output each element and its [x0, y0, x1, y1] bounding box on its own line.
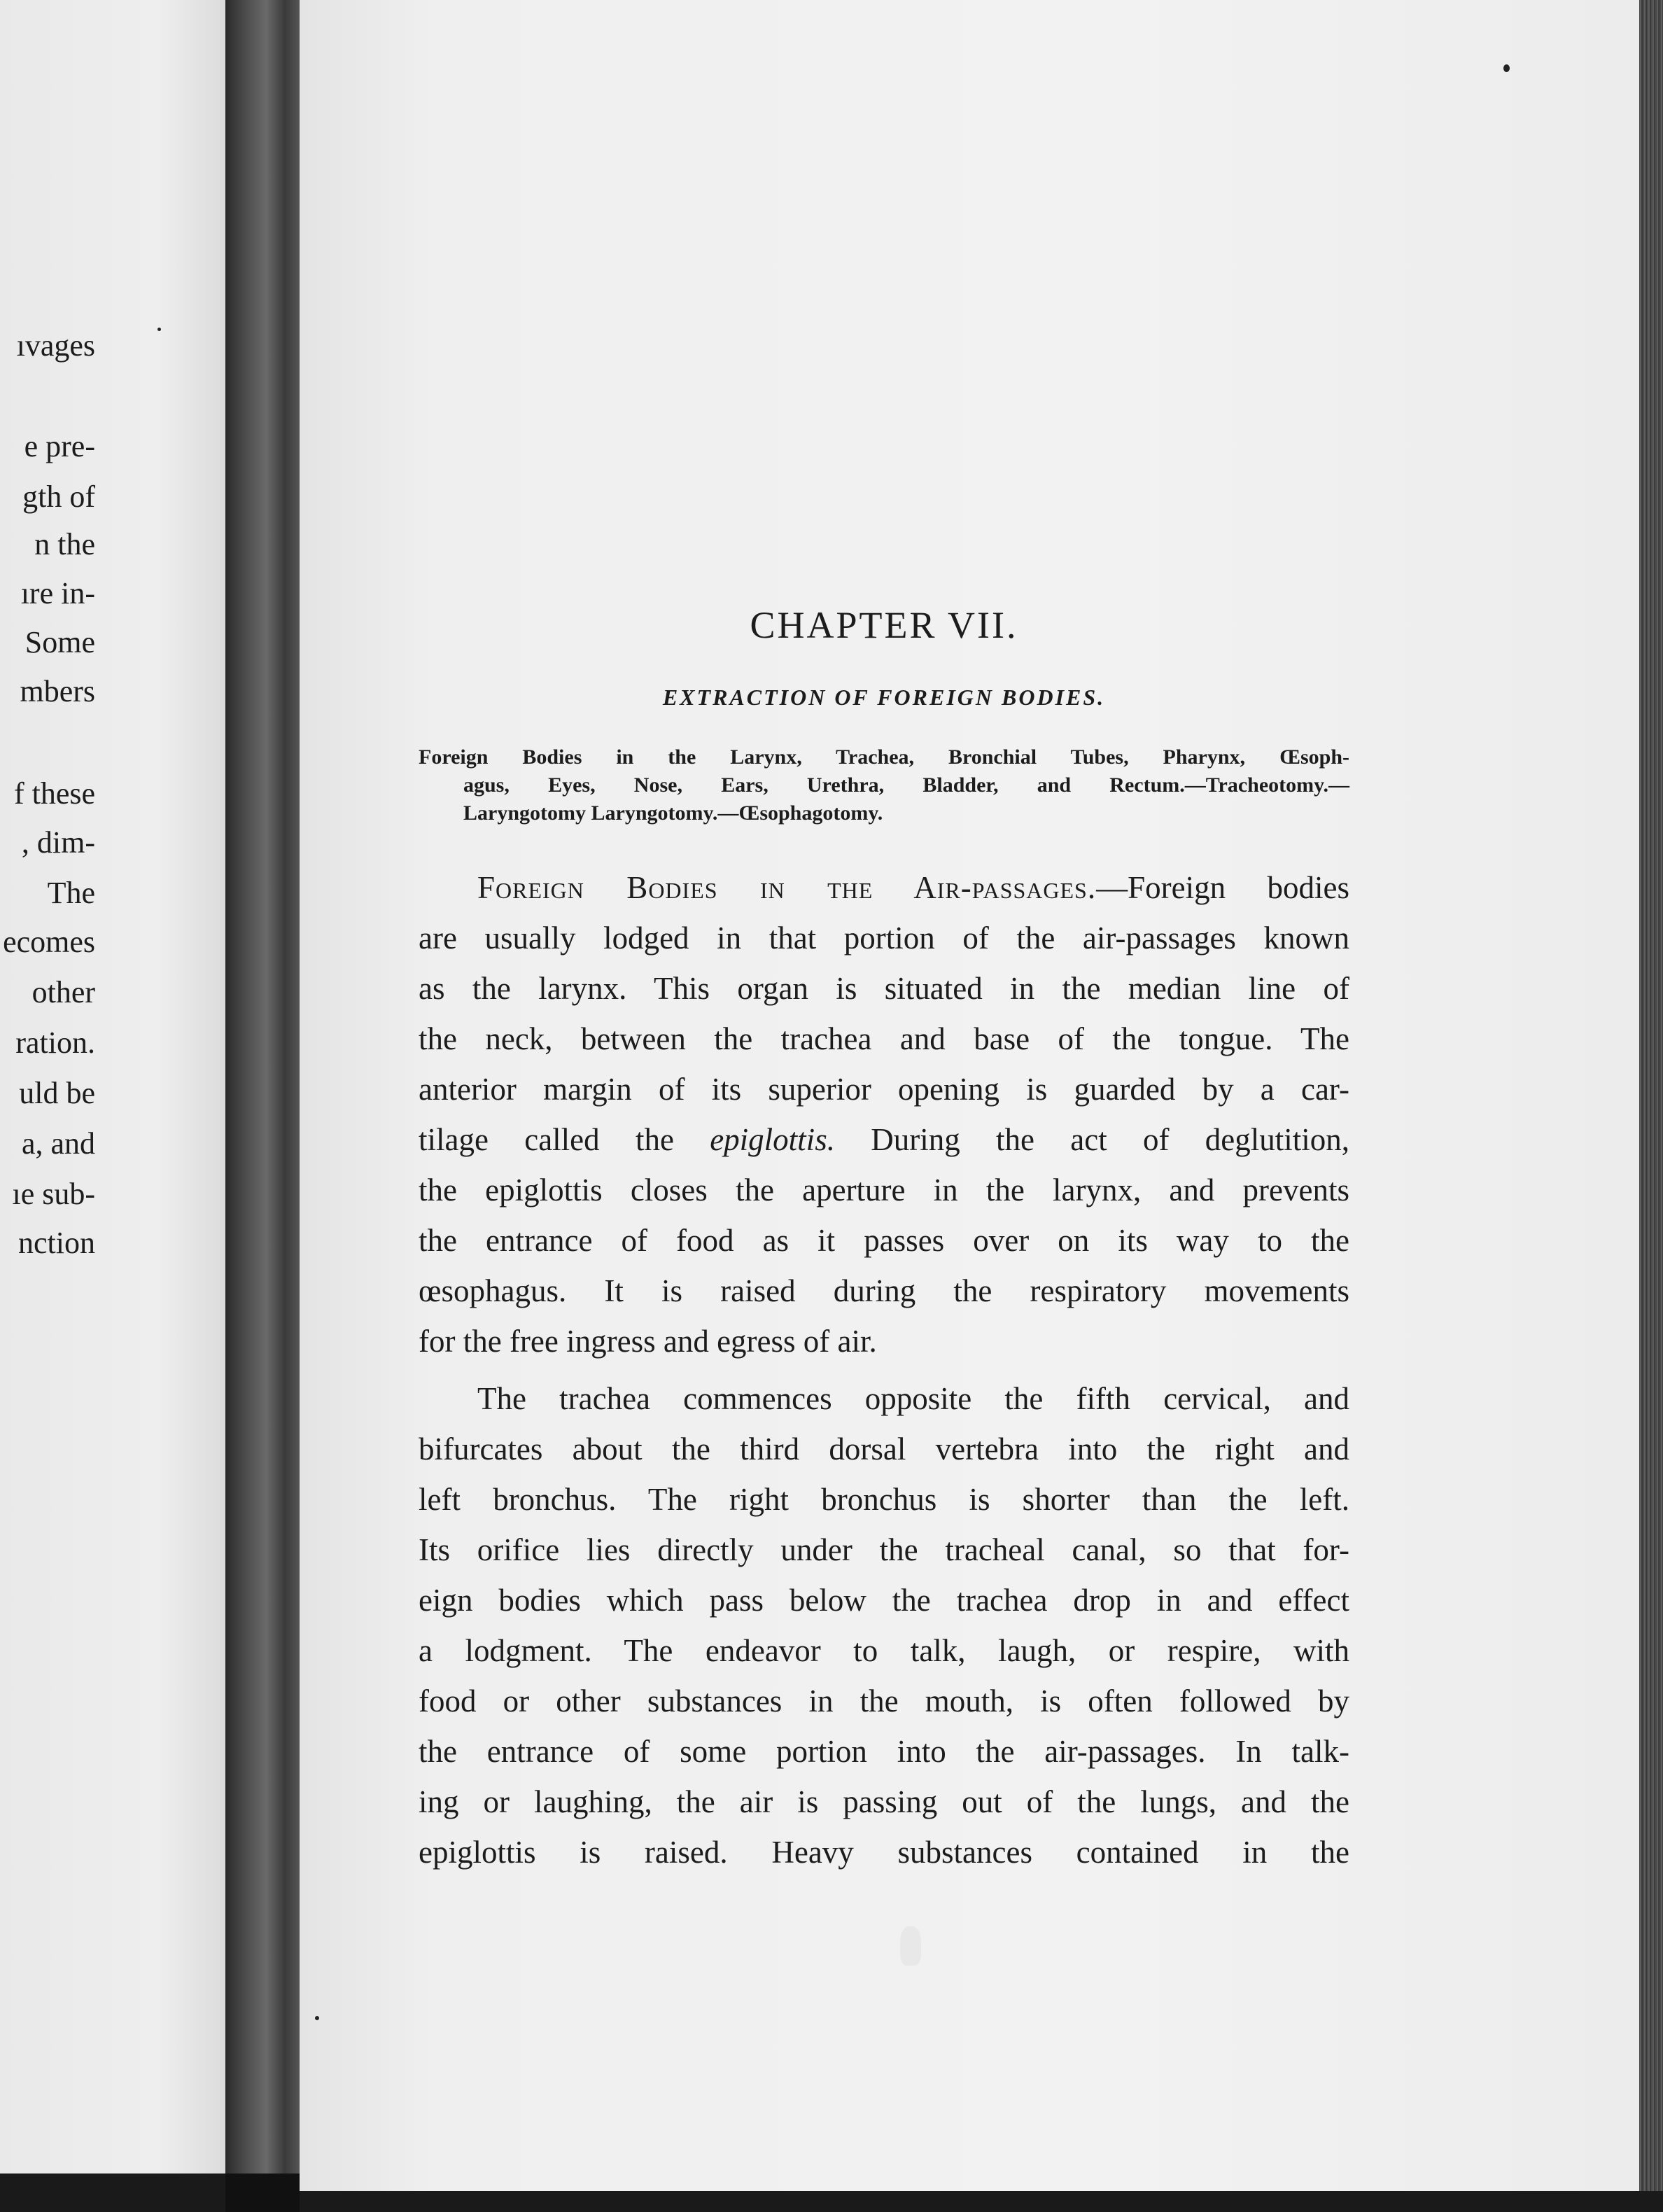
- body-line: [419, 1114, 1349, 1165]
- term-epiglottis: epiglottis.: [710, 1122, 835, 1157]
- left-line: ecomes: [3, 925, 95, 959]
- summary-line: Foreign Bodies in the Larynx, Trachea, Bronchial Tubes, Pharynx, Œsoph-: [419, 746, 1349, 769]
- scan-bottom-edge: [300, 2191, 1663, 2212]
- chapter-summary: [419, 743, 1349, 827]
- left-line: f these: [13, 776, 95, 811]
- body-line-rest: —Foreign bodies: [1096, 870, 1349, 905]
- body-line: eign bodies which pass below the trachea drop in and effect: [419, 1583, 1349, 1618]
- left-line: mbers: [20, 674, 95, 708]
- body-line: epiglottis is raised. Heavy substances contained in the: [419, 1835, 1349, 1870]
- body-line: for the free ingress and egress of air.: [419, 1324, 877, 1359]
- chapter-subtitle: EXTRACTION OF FOREIGN BODIES.: [662, 685, 1106, 710]
- left-line: other: [31, 975, 95, 1009]
- ink-speck: [315, 2016, 319, 2020]
- left-line: ration.: [15, 1026, 95, 1060]
- body-line: anterior margin of its superior opening is guarded by a car-: [419, 1072, 1349, 1107]
- left-line: nction: [18, 1226, 95, 1260]
- body-line: a lodgment. The endeavor to talk, laugh, or respire, with: [419, 1633, 1349, 1668]
- body-line: left bronchus. The right bronchus is shorter than the left.: [419, 1482, 1349, 1517]
- body-text: [419, 862, 1349, 1877]
- left-line: Some: [24, 625, 95, 659]
- right-page: [300, 0, 1639, 2212]
- paper-blemish: [900, 1926, 921, 1966]
- left-line: n the: [34, 527, 95, 561]
- summary-line: Laryngotomy Laryngotomy.—Œsophagotomy.: [463, 802, 883, 825]
- body-line: bifurcates about the third dorsal vertebra into the right and: [419, 1432, 1349, 1466]
- body-line: food or other substances in the mouth, is often followed by: [419, 1684, 1349, 1718]
- body-line: the epiglottis closes the aperture in the larynx, and prevents: [419, 1172, 1349, 1208]
- body-line: the entrance of food as it passes over on its way to the: [419, 1223, 1349, 1258]
- left-line: a, and: [21, 1126, 95, 1161]
- body-text-segment: tilage called the: [419, 1122, 710, 1157]
- left-line: The: [47, 876, 95, 910]
- body-line: are usually lodged in that portion of the air-passages known: [419, 920, 1349, 955]
- ink-speck: [157, 328, 161, 331]
- chapter-title: CHAPTER VII.: [750, 604, 1018, 646]
- summary-line: agus, Eyes, Nose, Ears, Urethra, Bladder, and Rectum.—Tracheotomy.—: [463, 774, 1349, 797]
- section-heading: Foreign Bodies in the Air-passages.: [477, 870, 1097, 905]
- left-line: ıre in-: [20, 576, 95, 610]
- body-line: Its orifice lies directly under the tracheal canal, so that for-: [419, 1532, 1349, 1567]
- left-line: e pre-: [24, 429, 95, 463]
- ink-speck: [1503, 64, 1510, 72]
- body-line: œsophagus. It is raised during the respiratory movements: [419, 1273, 1349, 1308]
- body-line: ing or laughing, the air is passing out of the lungs, and the: [419, 1784, 1349, 1819]
- left-line: uld be: [19, 1076, 95, 1110]
- left-line: gth of: [22, 479, 95, 514]
- left-line: , dim-: [21, 825, 95, 860]
- body-line: the entrance of some portion into the air-passages. In talk-: [419, 1734, 1349, 1769]
- body-line: [419, 862, 1349, 913]
- page-edges: [1639, 0, 1663, 2212]
- left-line: ıe sub-: [12, 1177, 95, 1211]
- body-text-segment: During the act of deglutition,: [834, 1122, 1349, 1157]
- left-line: ıvages: [16, 328, 95, 363]
- gutter-shadow: [225, 2174, 300, 2212]
- book-gutter: [225, 0, 300, 2212]
- body-line: The trachea commences opposite the fifth cervical, and: [477, 1381, 1349, 1416]
- body-line: as the larynx. This organ is situated in the median line of: [419, 971, 1349, 1006]
- body-line: the neck, between the trachea and base of the tongue. The: [419, 1021, 1349, 1056]
- left-page: [0, 0, 225, 2174]
